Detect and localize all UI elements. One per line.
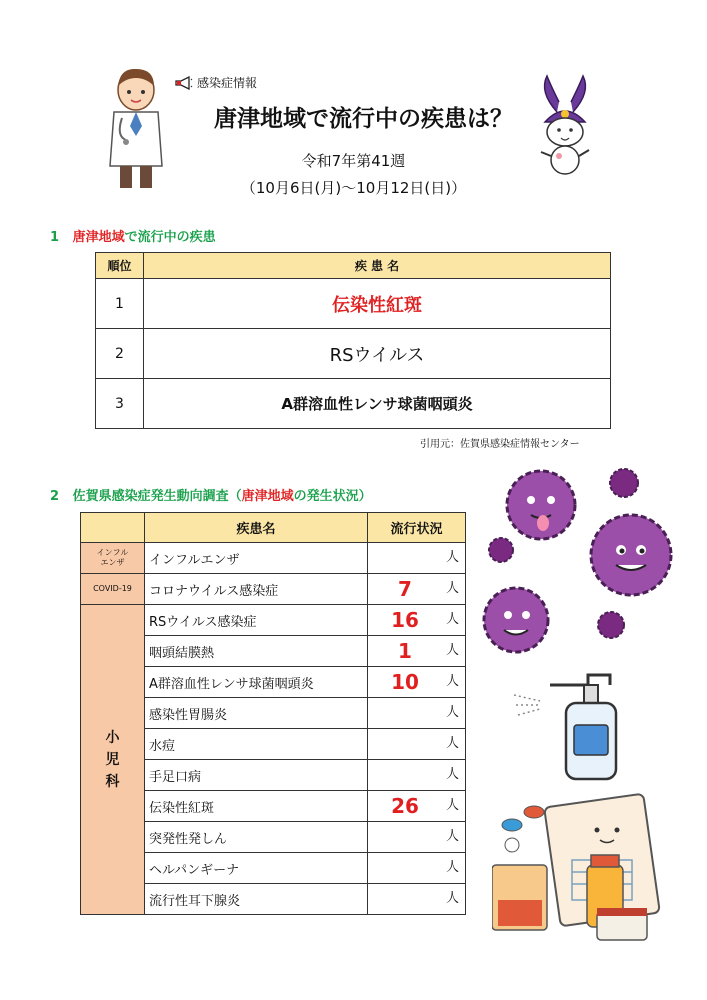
- disease-name: ヘルパンギーナ: [145, 853, 368, 884]
- disease-name: 手足口病: [145, 760, 368, 791]
- table-row: [81, 605, 466, 636]
- disease-name: コロナウイルス感染症: [145, 574, 368, 605]
- case-count: [368, 605, 466, 636]
- category-pediatric-label: 小児科: [105, 729, 120, 790]
- virus-large-icon: [591, 515, 671, 595]
- category-covid: COVID-19: [81, 574, 145, 605]
- case-count: [368, 574, 466, 605]
- rank-disease-name: 伝染性紅斑: [144, 279, 611, 329]
- section-2-title-b: の発生状況）: [293, 489, 372, 504]
- disease-column-header: 疾患名: [145, 513, 368, 543]
- case-unit: 人: [445, 550, 459, 565]
- medicine-illustration: [492, 790, 662, 950]
- category-column-header: [81, 513, 145, 543]
- disease-name: 感染性胃腸炎: [145, 698, 368, 729]
- case-count: [368, 543, 466, 574]
- disease-column-header: 疾 患 名: [144, 253, 611, 279]
- rank-number: 1: [96, 279, 144, 329]
- case-count: [368, 636, 466, 667]
- rank-column-header: 順位: [96, 253, 144, 279]
- survey-header-row: [81, 513, 466, 543]
- case-unit: 人: [445, 829, 459, 844]
- section-1-title: [50, 226, 216, 245]
- page-title: 唐津地域で流行中の疾患は？: [214, 106, 513, 132]
- case-unit: 人: [445, 736, 459, 751]
- case-count-value: 10: [391, 670, 419, 694]
- rank-disease-name: RSウイルス: [144, 329, 611, 379]
- case-unit: 人: [445, 643, 459, 658]
- section-2-number: 2: [50, 489, 60, 504]
- status-column-header: 流行状況: [368, 513, 466, 543]
- case-count: [368, 698, 466, 729]
- disease-name: A群溶血性レンサ球菌咽頭炎: [145, 667, 368, 698]
- rank-disease-name: A群溶血性レンサ球菌咽頭炎: [144, 379, 611, 429]
- mascot-illustration: [525, 72, 605, 180]
- case-count: [368, 853, 466, 884]
- case-count: [368, 729, 466, 760]
- virus-dot-icon: [489, 538, 513, 562]
- virus-small-icon: [484, 588, 548, 652]
- case-unit: 人: [445, 767, 459, 782]
- disease-name: 咽頭結膜熱: [145, 636, 368, 667]
- case-unit: 人: [445, 674, 459, 689]
- survey-table: [80, 512, 466, 915]
- ranking-row: [96, 379, 611, 429]
- rank-number: 2: [96, 329, 144, 379]
- week-label: 令和7年第41週: [301, 152, 406, 170]
- ranking-row: [96, 279, 611, 329]
- ranking-row: [96, 329, 611, 379]
- disease-name: 突発性発しん: [145, 822, 368, 853]
- category-flu: [81, 543, 145, 574]
- sanitizer-illustration: [510, 665, 640, 785]
- case-unit: 人: [445, 798, 459, 813]
- section-2-title-a: 佐賀県感染症発生動向調査（: [72, 489, 242, 504]
- disease-name: 流行性耳下腺炎: [145, 884, 368, 915]
- case-unit: 人: [445, 612, 459, 627]
- case-unit: 人: [445, 860, 459, 875]
- case-count: [368, 791, 466, 822]
- source-citation: 引用元：佐賀県感染症情報センター: [420, 439, 580, 450]
- case-unit: 人: [445, 581, 459, 596]
- section-2-title-red: 唐津地域: [241, 489, 294, 504]
- disease-name: 伝染性紅斑: [145, 791, 368, 822]
- megaphone-icon: [175, 76, 193, 90]
- ranking-table: [95, 252, 611, 429]
- info-tag: [175, 74, 257, 91]
- table-row: [81, 574, 466, 605]
- info-tag-label: 感染症情報: [197, 76, 258, 90]
- category-flu-label: インフルエンザ: [96, 548, 129, 567]
- case-count-value: 7: [398, 577, 412, 601]
- case-count-value: 26: [391, 794, 419, 818]
- case-count: [368, 667, 466, 698]
- case-count: [368, 822, 466, 853]
- section-2-title: [50, 485, 372, 504]
- virus-dot-icon: [610, 469, 638, 497]
- rank-number: 3: [96, 379, 144, 429]
- section-1-title-rest: で流行中の疾患: [124, 230, 216, 245]
- case-count-value: 16: [391, 608, 419, 632]
- disease-name: 水痘: [145, 729, 368, 760]
- ranking-header-row: [96, 253, 611, 279]
- disease-name: インフルエンザ: [145, 543, 368, 574]
- case-count: [368, 760, 466, 791]
- virus-tongue-icon: [507, 471, 575, 539]
- case-count: [368, 884, 466, 915]
- case-unit: 人: [445, 891, 459, 906]
- date-range: （10月6日(月)〜10月12日(日)）: [240, 179, 467, 197]
- category-pediatric: [81, 605, 145, 915]
- disease-name: RSウイルス感染症: [145, 605, 368, 636]
- case-unit: 人: [445, 705, 459, 720]
- section-1-title-red: 唐津地域: [72, 230, 125, 245]
- case-count-value: 1: [398, 639, 412, 663]
- section-1-number: 1: [50, 230, 60, 245]
- virus-illustration: [476, 455, 696, 675]
- table-row: [81, 543, 466, 574]
- virus-dot-icon: [598, 612, 624, 638]
